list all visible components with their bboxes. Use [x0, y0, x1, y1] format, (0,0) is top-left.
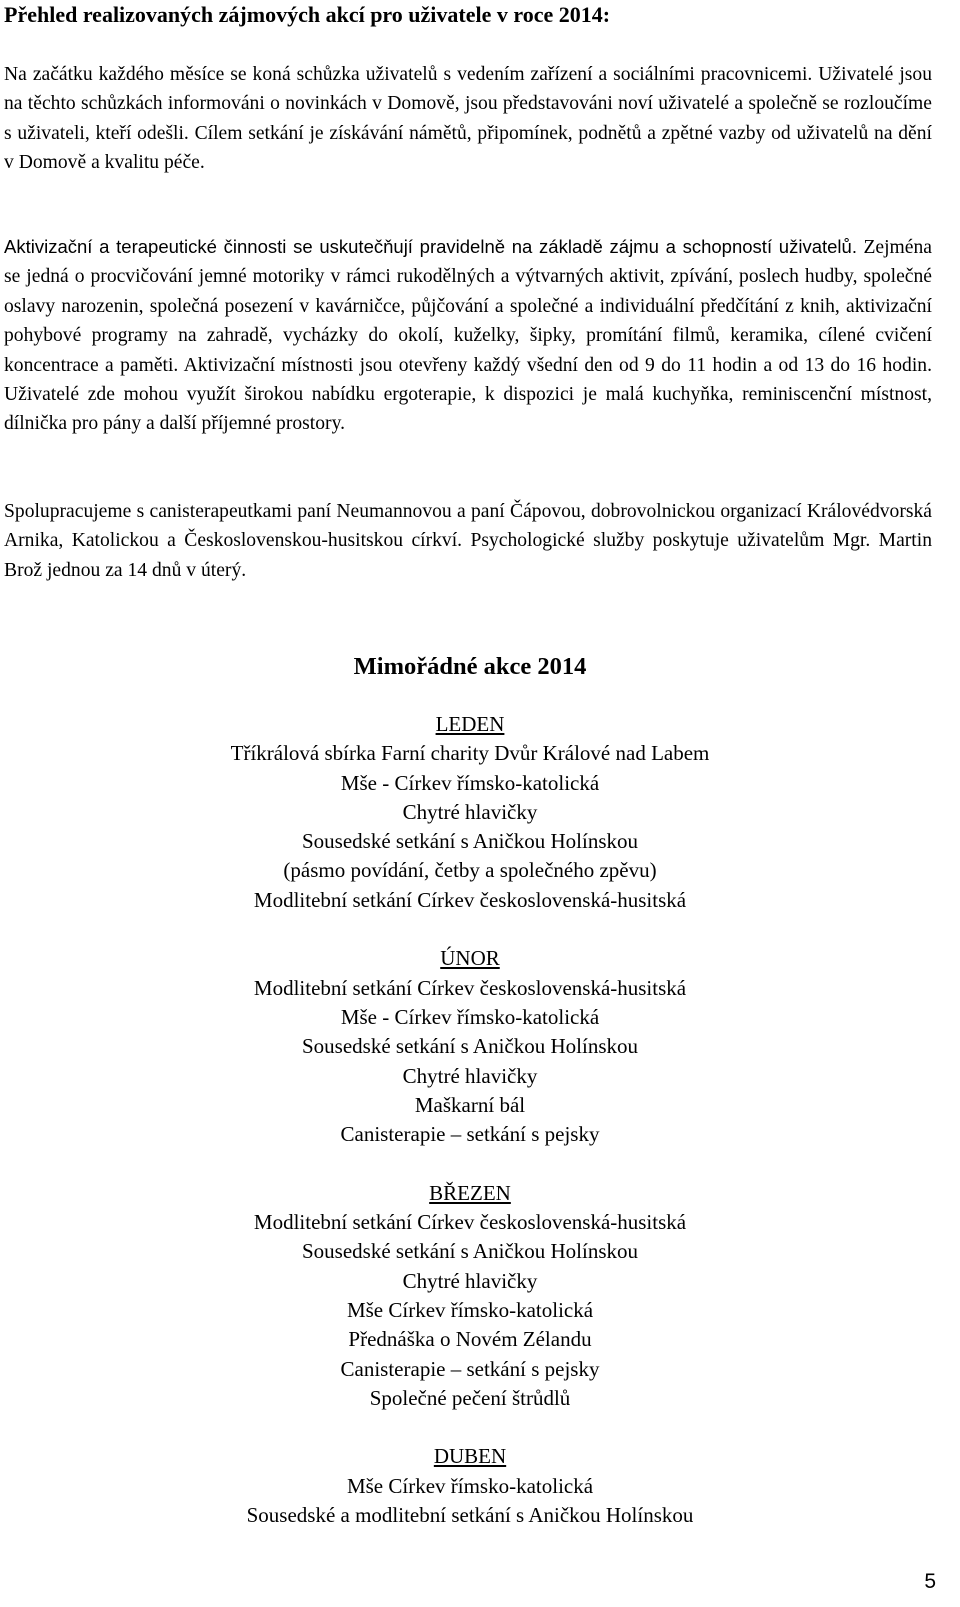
list-item: Maškarní bál: [414, 1092, 526, 1117]
month-block-leden: [0, 710, 940, 915]
special-events-title: Mimořádné akce 2014: [353, 653, 587, 680]
month-heading: BŘEZEN: [429, 1180, 511, 1205]
document-title: Přehled realizovaných zájmových akcí pro uživatele v roce 2014:: [4, 2, 611, 27]
month-block-brezen: [0, 1179, 940, 1413]
list-item: Sousedské setkání s Aničkou Holínskou: [302, 1239, 638, 1264]
list-item: Přednáška o Novém Zélandu: [348, 1327, 592, 1352]
month-heading: LEDEN: [435, 712, 505, 736]
month-block-unor: [0, 944, 940, 1149]
list-item: (pásmo povídání, četby a společného zpěvu): [283, 858, 657, 883]
month-heading: ÚNOR: [440, 946, 500, 971]
month-heading: DUBEN: [433, 1444, 507, 1469]
list-item: Sousedské a modlitební setkání s Aničkou Holínskou: [246, 1503, 694, 1528]
list-item: Chytré hlavičky: [402, 1063, 538, 1088]
list-item: Canisterapie – setkání s pejsky: [340, 1356, 600, 1381]
list-item: Chytré hlavičky: [402, 1268, 538, 1293]
paragraph-meetings: Na začátku každého měsíce se koná schůzka uživatelů s vedením zařízení a sociálními pracovnicemi. Uživatelé jsou na těchto schůzkách informováni o novinkách v Domově, jsou představováni noví uživatelé a společně se rozloučíme s uživateli, kteří odešli. Cílem setkání je získávání námětů, připomínek, podnětů a zpětné vazby od uživatelů na dění v Domově a kvalitu péče.: [4, 64, 932, 174]
page-number: 5: [924, 1570, 936, 1593]
list-item: Mše - Církev římsko-katolická: [340, 770, 600, 795]
paragraph-activities-lead: Aktivizační a terapeutické činnosti se uskutečňují pravidelně na základě zájmu a schopností uživatelů.: [4, 236, 857, 257]
list-item: Mše Církev římsko-katolická: [346, 1473, 594, 1498]
paragraph-activities: [4, 232, 932, 439]
list-item: Modlitební setkání Církev československá-husitská: [253, 887, 687, 912]
list-item: Modlitební setkání Církev československá-husitská: [253, 975, 687, 1000]
list-item: Chytré hlavičky: [402, 799, 538, 824]
list-item: Sousedské setkání s Aničkou Holínskou: [302, 829, 638, 854]
paragraph-cooperation: Spolupracujeme s canisterapeutkami paní Neumannovou a paní Čápovou, dobrovolnickou organizací Královédvorská Arnika, Katolickou a Československou-husitskou církví. Psychologické služby poskytuje uživatelům Mgr. Martin Brož jednou za 14 dnů v úterý.: [4, 501, 932, 581]
list-item: Společné pečení štrůdlů: [369, 1385, 571, 1410]
month-list: [0, 710, 940, 1560]
paragraph-activities-rest: Zejména se jedná o procvičování jemné motoriky v rámci rukodělných a výtvarných aktivit, zpívání, poslech hudby, společné oslavy narozenin, společná posezení v kavárničce, půjčování a společné a individuální předčítání z knih, aktivizační pohybové programy na zahradě, vycházky do okolí, kuželky, šipky, promítání filmů, keramika, cílené cvičení koncentrace a paměti. Aktivizační místnosti jsou otevřeny každý všední den od 9 do 11 hodin a od 13 do 16 hodin. Uživatelé zde mohou využít širokou nabídku ergoterapie, k dispozici je malá kuchyňka, reminiscenční místnost, dílnička pro pány a další příjemné prostory.: [4, 237, 932, 435]
month-block-duben: [0, 1442, 940, 1530]
list-item: Mše - Církev římsko-katolická: [340, 1004, 600, 1029]
list-item: Sousedské setkání s Aničkou Holínskou: [302, 1034, 638, 1059]
list-item: Tříkrálová sbírka Farní charity Dvůr Králové nad Labem: [230, 741, 710, 766]
list-item: Modlitební setkání Církev československá-husitská: [253, 1210, 687, 1235]
list-item: Canisterapie – setkání s pejsky: [340, 1122, 600, 1147]
list-item: Mše Církev římsko-katolická: [346, 1297, 594, 1322]
